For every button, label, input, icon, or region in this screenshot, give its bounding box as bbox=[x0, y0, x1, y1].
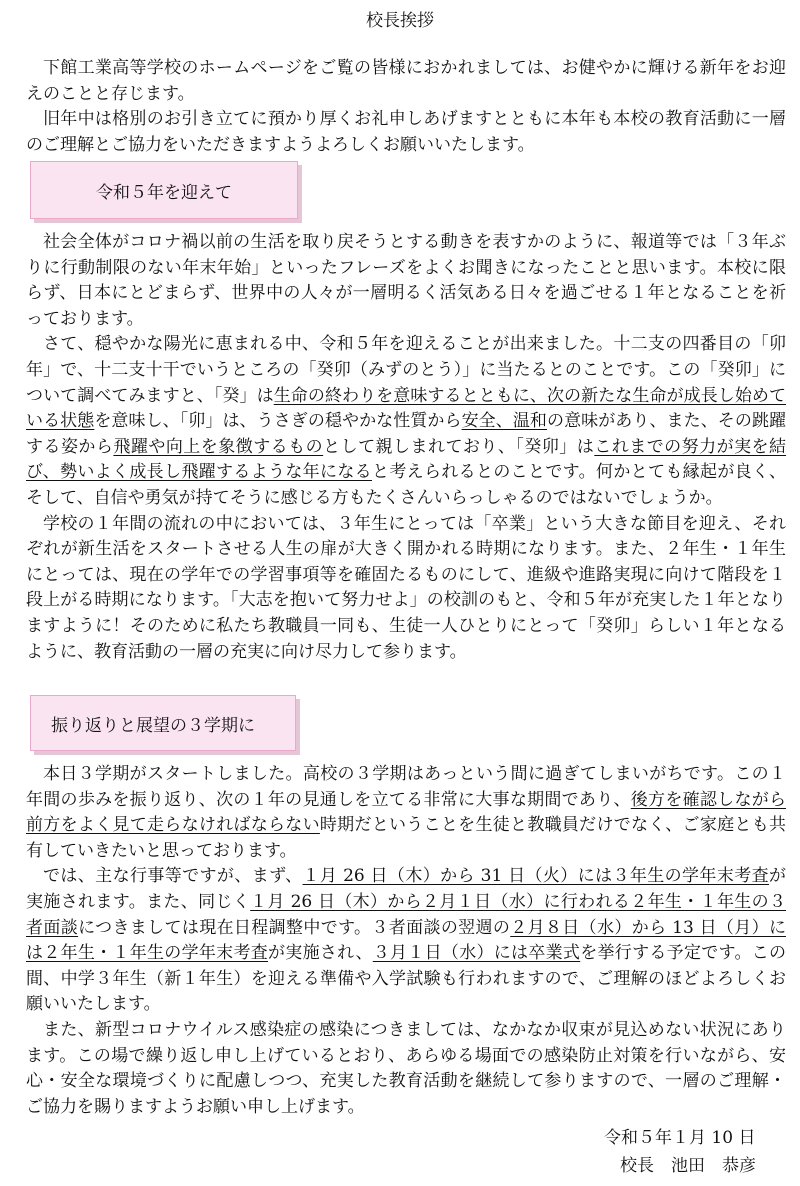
underlined-phrase: １月 26 日（木）から 31 日（火）には３年生の学年末考査 bbox=[302, 866, 769, 887]
underlined-phrase: ３月１日（水）には卒業式 bbox=[372, 943, 581, 964]
text-run: を挙行する予定です。この間、中学３年生（新１年生）を迎える準備や入学試験も行われますので、ご理解のほどよろしくお願いいたします。 bbox=[26, 943, 787, 1015]
underlined-phrase: 安全、温和 bbox=[461, 411, 547, 432]
text-run: が実施されます。また、同じく bbox=[26, 866, 786, 912]
signature-name: 池田 恭彦 bbox=[671, 1156, 756, 1176]
text-run: として親しまれており、「癸卯」は bbox=[323, 436, 595, 457]
text-run: が実施され、 bbox=[268, 943, 373, 964]
intro-paragraph-2: 旧年中は格別のお引き立てに預かり厚くお礼申しあげますとともに本年も本校の教育活動に一層のご理解とご協力をいただきますようよろしくお願いいたします。 bbox=[26, 109, 786, 155]
section-heading-text: 令和５年を迎えて bbox=[96, 182, 232, 203]
text-run: 時期だということを生徒と教職員だけでなく、ご家庭とも共有していきたいと思っております。 bbox=[26, 815, 786, 861]
letter-date: 令和５年１月 10 日 bbox=[604, 1128, 756, 1148]
section-heading-new-year bbox=[30, 161, 298, 219]
underlined-phrase: これまでの努力が実を結び、勢いよく成長し飛躍するような年になる bbox=[26, 436, 787, 483]
section-heading-third-term bbox=[30, 695, 296, 751]
text-run: の意味があり、また、その跳躍する姿から bbox=[26, 411, 787, 457]
text-run: を意味し、「卯」は、うさぎの穏やかな性質から bbox=[94, 411, 462, 432]
text-run: につきましては現在日程調整中です。３者面談の翌週の bbox=[78, 917, 511, 938]
section2-paragraph-1 bbox=[26, 762, 786, 864]
signature bbox=[620, 1151, 756, 1176]
signature-role: 校長 bbox=[620, 1156, 654, 1176]
intro-paragraph-1: 下館工業高等学校のホームページをご覧の皆様におかれましては、お健やかに輝ける新年をお迎えのことと存じます。 bbox=[26, 58, 786, 104]
section2-body bbox=[26, 762, 786, 1120]
section2-paragraph-3: また、新型コロナウイルス感染症の感染につきましては、なかなか収束が見込めない状況にあります。この場で繰り返し申し上げているとおり、あらゆる場面での感染防止対策を行いながら、安心・安全な環境づくりに配慮しつつ、充実した教育活動を継続して参りますので、一層のご理解・ご協力を賜りますようお願い申し上げます。 bbox=[26, 1019, 786, 1117]
underlined-phrase: 飛躍や向上を象徴するもの bbox=[113, 436, 324, 457]
underlined-phrase: 生命の終わりを意味するとともに、次の新たな生命が成長し始めている状態 bbox=[26, 385, 787, 432]
section2-paragraph-2 bbox=[26, 864, 786, 1018]
section1-paragraph-2 bbox=[26, 332, 786, 511]
underlined-phrase: １月 26 日（木）から２月１日（水）に行われる２年生・１年生の３者面談 bbox=[26, 891, 786, 938]
section1-paragraph-1: 社会全体がコロナ禍以前の生活を取り戻そうとする動きを表すかのように、報道等では「３年ぶりに行動制限のない年末年始」といったフレーズをよくお聞きになったことと思います。本校に限らず、日本にとどまらず、世界中の人々が一層明るく活気ある日々を過ごせる１年となることを祈っております。 bbox=[26, 232, 786, 329]
text-run: 本日３学期がスタートしました。高校の３学期はあっという間に過ぎてしまいがちです。この１年間の歩みを振り返り、次の１年の見通しを立てる非常に大事な期間であり、 bbox=[26, 764, 786, 810]
section1-paragraph-3: 学校の１年間の流れの中においては、３年生にとっては「卒業」という大きな節目を迎え、それぞれが新生活をスタートさせる人生の扉が大きく開かれる時期になります。また、２年生・１年生にとっては、現在の学年での学習事項等を確固たるものにして、進級や進路実現に向けて階段を１段上がる時期になります。「大志を抱いて努力せよ」の校訓のもと、令和５年が充実した１年となりますように！そのために私たち教職員一同も、生徒一人ひとりにとって「癸卯」らしい１年となるように、教育活動の一層の充実に向け尽力して参ります。 bbox=[26, 513, 786, 662]
underlined-phrase: 後方を確認しながら前方をよく見て走らなければならない bbox=[26, 789, 787, 836]
section1-body bbox=[26, 230, 786, 665]
intro-block bbox=[26, 56, 786, 158]
text-run: では、主な行事等ですが、まず、 bbox=[43, 866, 303, 887]
text-run: と考えられるとのことです。何かとても縁起が良く、そして、自信や勇気が持てそうに感じる方もたくさんいらっしゃるのではないでしょうか。 bbox=[26, 462, 786, 508]
underlined-phrase: ２月８日（水）から 13 日（月）には２年生・１年生の学年末考査 bbox=[26, 917, 786, 964]
section-heading-text: 振り返りと展望の３学期に bbox=[51, 715, 255, 736]
text-run: さて、穏やかな陽光に恵まれる中、令和５年を迎えることが出来ました。十二支の四番目の「卯年」で、十二支十干でいうところの「癸卯（みずのとう）」に当たるとのことです。この「癸卯」について調べてみますと、「癸」は bbox=[26, 334, 786, 406]
page-title: 校長挨拶 bbox=[366, 11, 434, 31]
